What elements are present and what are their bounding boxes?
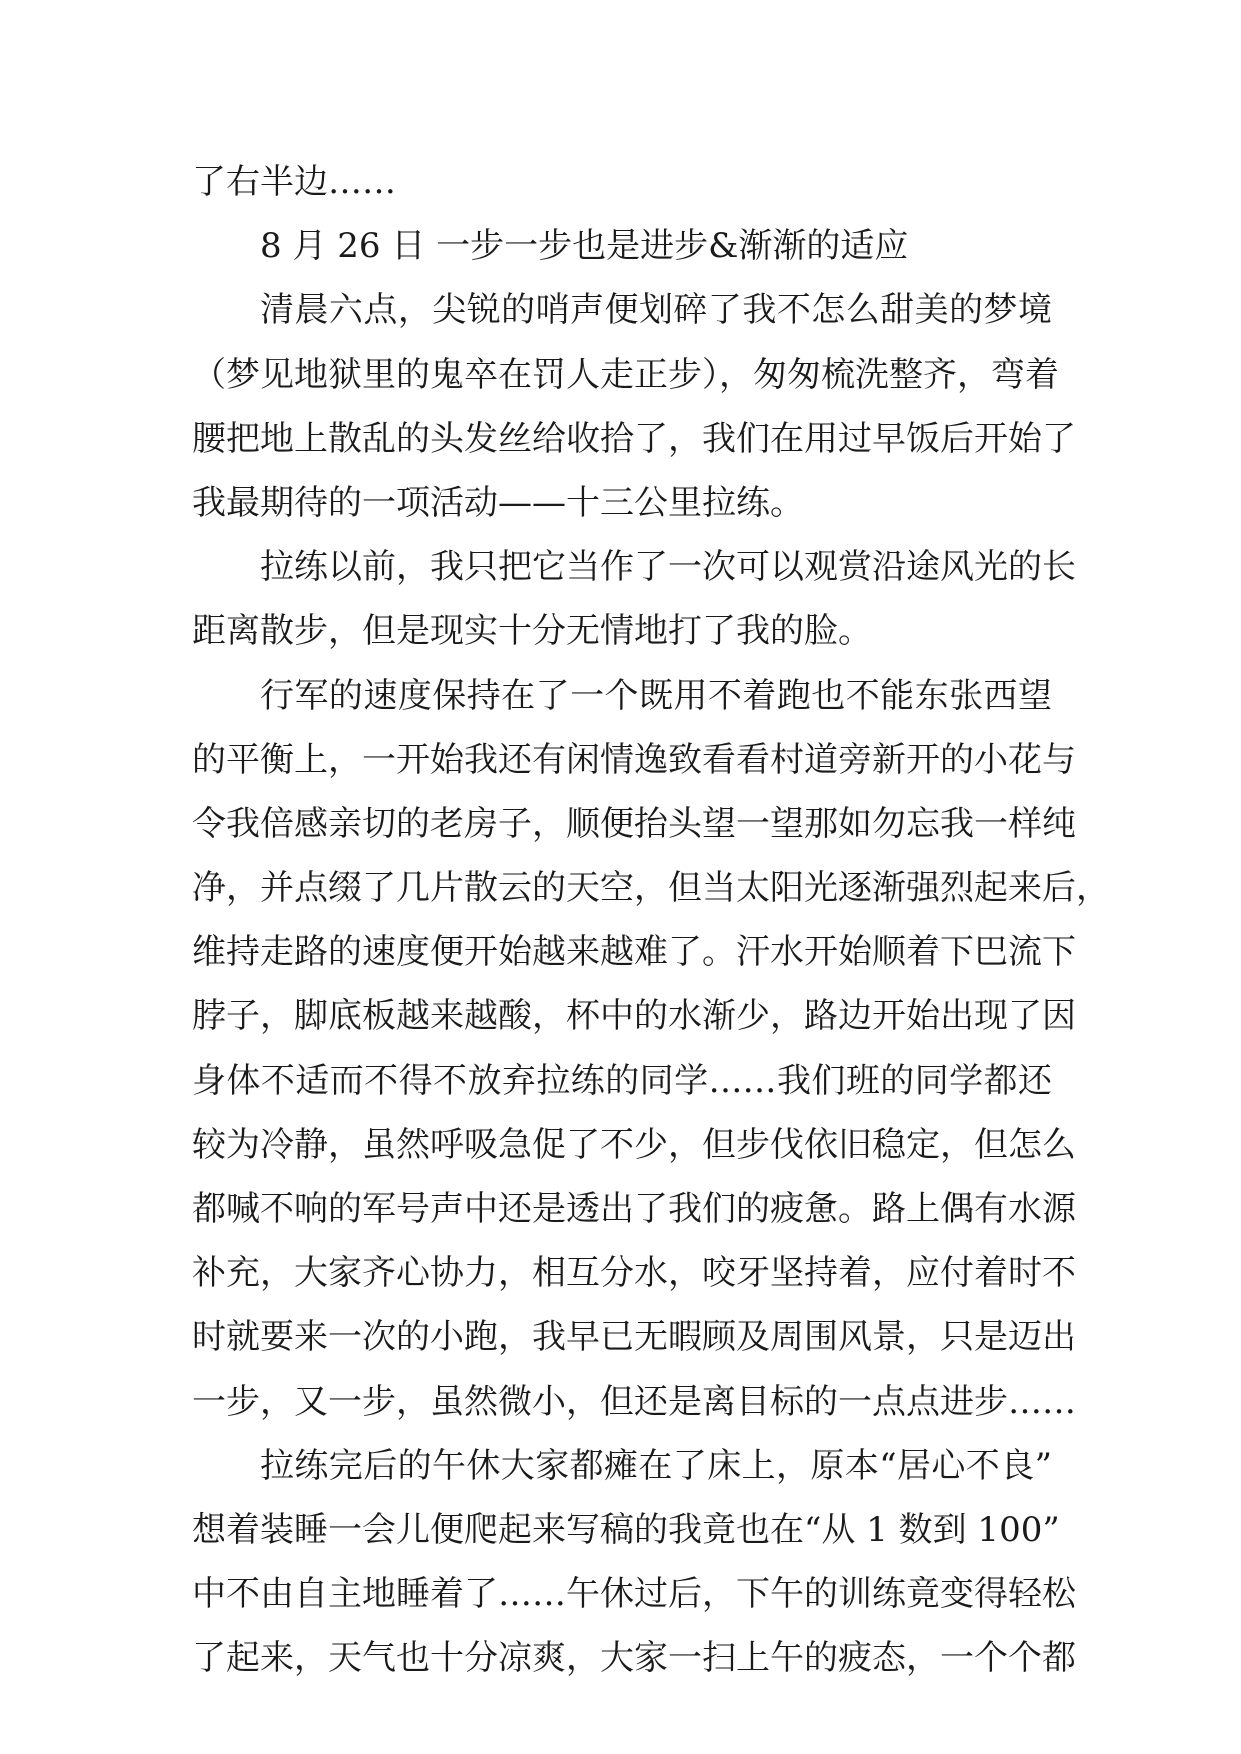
text-line: 行军的速度保持在了一个既用不着跑也不能东张西望: [260, 675, 1052, 716]
text-line: 的平衡上，一开始我还有闲情逸致看看村道旁新开的小花与: [192, 739, 1076, 780]
text-line: 较为冷静，虽然呼吸急促了不少，但步伐依旧稳定，但怎么: [192, 1124, 1076, 1165]
text-line: 了右半边……: [192, 162, 396, 202]
text-line: 脖子，脚底板越来越酸，杯中的水渐少，路边开始出现了因: [192, 996, 1076, 1037]
text-line: 腰把地上散乱的头发丝给收拾了，我们在用过早饭后开始了: [192, 418, 1076, 459]
text-line: 净，并点缀了几片散云的天空，但当太阳光逐渐强烈起来后，: [192, 868, 1110, 909]
text-line: 一步，又一步，虽然微小，但还是离目标的一点点进步……: [192, 1381, 1076, 1422]
text-line: 拉练完后的午休大家都瘫在了床上，原本“居心不良”: [260, 1445, 1052, 1486]
text-line: 令我倍感亲切的老房子，顺便抬头望一望那如勿忘我一样纯: [192, 803, 1076, 844]
text-line: 身体不适而不得不放弃拉练的同学……我们班的同学都还: [192, 1060, 1052, 1101]
text-line: 拉练以前，我只把它当作了一次可以观赏沿途风光的长: [260, 547, 1076, 588]
text-line: 我最期待的一项活动——十三公里拉练。: [192, 482, 804, 523]
text-line: 距离散步，但是现实十分无情地打了我的脸。: [192, 611, 872, 652]
document-page: [192, 150, 1110, 1691]
text-line: 都喊不响的军号声中还是透出了我们的疲惫。路上偶有水源: [192, 1189, 1076, 1229]
text-line: 维持走路的速度便开始越来越难了。汗水开始顺着下巴流下: [192, 932, 1076, 973]
text-line: 补充，大家齐心协力，相互分水，咬牙坚持着，应付着时不: [192, 1253, 1076, 1294]
diary-heading: 8 月 26 日 一步一步也是进步&渐渐的适应: [260, 226, 909, 267]
text-line: 想着装睡一会儿便爬起来写稿的我竟也在“从 1 数到 100”: [192, 1509, 1060, 1550]
text-line: 了起来，天气也十分凉爽，大家一扫上午的疲态，一个个都: [192, 1638, 1076, 1679]
text-line: （梦见地狱里的鬼卒在罚人走正步），匆匆梳洗整齐，弯着: [192, 354, 1059, 395]
text-line: 时就要来一次的小跑，我早已无暇顾及周围风景，只是迈出: [192, 1317, 1076, 1358]
text-line: 中不由自主地睡着了……午休过后，下午的训练竟变得轻松: [192, 1574, 1076, 1615]
text-line: 清晨六点，尖锐的哨声便划碎了我不怎么甜美的梦境: [260, 290, 1052, 331]
